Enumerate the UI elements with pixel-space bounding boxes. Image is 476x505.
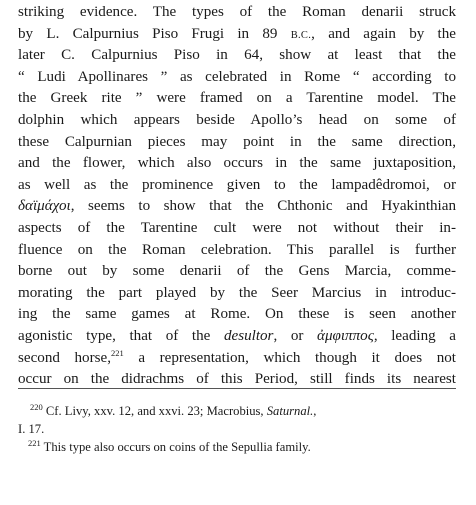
- latin-term-desultor: desultor: [223, 327, 274, 344]
- text-line-17: second horse,$^{221}$ a representation, which though it does not: [18, 347, 456, 366]
- text-line-18: occur on the didrachms of this Period, still finds its nearest: [18, 371, 456, 388]
- text-line-7: these Calpurnian pieces may point in the same direction,: [18, 133, 456, 150]
- bc-abbreviation: B.C.: [290, 29, 312, 41]
- footnote-divider: [18, 388, 456, 389]
- footnote-220-continuation: I. 17.: [18, 422, 45, 436]
- text-line-2: by L. Calpurnius Piso Frugi in 89 B.C., and again by the: [18, 25, 456, 42]
- footnotes-section: [18, 402, 458, 456]
- text-line-14: morating the part played by the Seer Marcius in introduc-: [18, 284, 456, 301]
- text-line-16: agonistic type, that of the desultor, or ἀμφιππος, leading a: [18, 327, 456, 344]
- footnote-number: 220: [30, 401, 43, 412]
- text-line-11: aspects of the Tarentine cult were not without their in-: [18, 219, 456, 236]
- text-line-10: δαϊμάχοι, seems to show that the Chthonic and Hyakinthian: [18, 198, 456, 215]
- text-line-6: dolphin which appears beside Apollo’s head on some of: [18, 111, 456, 128]
- footnote-number: 221: [28, 437, 41, 448]
- text-line-8: and the flower, which also occurs in the same juxtaposition,: [18, 155, 456, 172]
- footnote-ref-221[interactable]: 221: [110, 347, 124, 358]
- text-line-5: the Greek rite ” were framed on a Tarentine model. The: [18, 90, 456, 107]
- text-line-4: “ Ludi Apollinares ” as celebrated in Rome “ according to: [18, 68, 456, 85]
- text-line-1: striking evidence. The types of the Roman denarii struck: [18, 4, 456, 20]
- text-line-15: ing the same games at Rome. On these is seen another: [18, 306, 456, 323]
- footnote-220: $^{220}$ Cf. Livy, xxv. 12, and xxvi. 23; Macrobius, Saturnal.,: [30, 401, 317, 418]
- text-line-3: later C. Calpurnius Piso in 64, show at least that the: [18, 47, 456, 64]
- footnote-221: $^{221}$ This type also occurs on coins of the Sepullia family.: [28, 437, 311, 454]
- greek-term-daimachoi: δαϊμάχοι: [18, 198, 71, 215]
- text-line-13: borne out by some denarii of the Gens Marcia, comme-: [18, 263, 456, 280]
- text-line-9: as well as the prominence given to the lampadêdromoi, or: [18, 176, 456, 193]
- text-line-12: fluence on the Roman celebration. This parallel is further: [18, 241, 456, 258]
- main-paragraph: [18, 2, 456, 391]
- greek-term-amphippos: ἀμφιππος: [317, 327, 374, 344]
